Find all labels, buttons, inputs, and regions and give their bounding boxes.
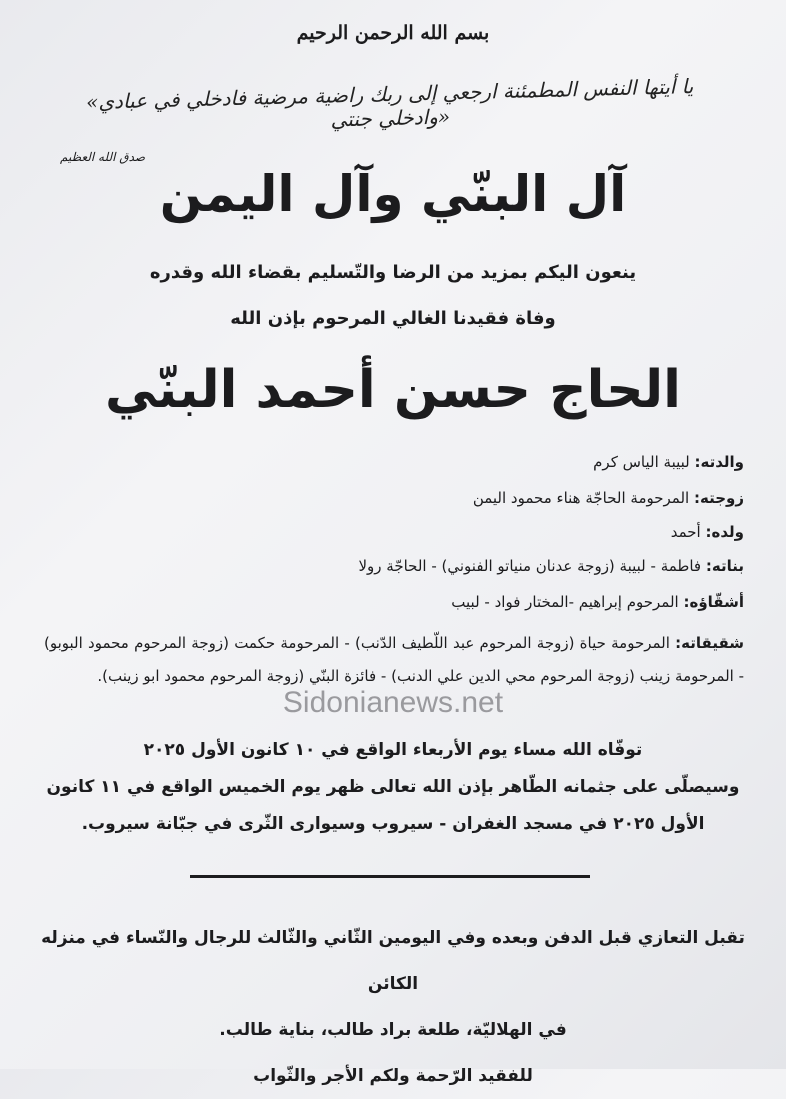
closing-phrase: للفقيد الرّحمة ولكم الأجر والثّواب	[253, 1066, 533, 1086]
condolences-section	[40, 915, 746, 1099]
mother-value: لبيبة الياس كرم	[593, 453, 690, 471]
relative-brothers	[44, 592, 744, 612]
death-date-line: توفّاه الله مساء يوم الأربعاء الواقع في ١٠ كانون الأول ٢٠٢٥	[143, 740, 643, 760]
daughters-value: فاطمة - لبيبة (زوجة عدنان منياتو الفنوني) - الحاجّة رولا	[358, 557, 702, 575]
announcement-line-2: وفاة فقيدنا الغالي المرحوم بإذن الله	[230, 308, 556, 329]
divider-line	[190, 875, 590, 878]
brothers-value: المرحوم إبراهيم -المختار فواد - لبيب	[451, 593, 679, 611]
relative-son	[44, 522, 744, 542]
sisters-value: المرحومة حياة (زوجة المرحوم عبد اللّطيف الدّنب) - المرحومة حكمت (زوجة المرحوم محمود البوبو) - المرحومة زينب (زوجة المرحوم محي الدين علي الدنب) - فائزة البنّي (زوجة المرحوم محمود ابو زينب).	[44, 634, 744, 685]
announcement-line-1: ينعون اليكم بمزيد من الرضا والتّسليم بقضاء الله وقدره	[149, 262, 637, 283]
deceased-name: الحاج حسن أحمد البنّي	[105, 360, 681, 420]
relative-mother	[44, 452, 744, 472]
condolences-line-2: في الهلاليّة، طلعة براد طالب، بناية طالب.	[219, 1020, 567, 1040]
verse-attribution: صدق الله العظيم	[60, 150, 146, 164]
funeral-prayer-line: وسيصلّى على جثمانه الطّاهر بإذن الله تعالى ظهر يوم الخميس الواقع في ١١ كانون الأول ٢٠٢٥ في مسجد الغفران - سيروب وسيوارى الثّرى في جبّانة سيروب.	[46, 777, 740, 834]
quran-verse: «يا أيتها النفس المطمئنة ارجعي إلى ربك راضية مرضية فادخلي في عبادي وادخلي جنتي»	[85, 74, 694, 132]
relative-wife	[44, 488, 744, 508]
sisters-label: شقيقاته:	[675, 634, 744, 652]
relative-sisters	[44, 627, 744, 693]
funeral-details	[40, 732, 746, 843]
wife-value: المرحومة الحاجّة هناء محمود اليمن	[472, 489, 690, 507]
daughters-label: بناته:	[705, 557, 744, 575]
mother-label: والدته:	[694, 453, 744, 471]
condolences-line-1: تقبل التعازي قبل الدفن وبعده وفي اليومين الثّاني والثّالث للرجال والنّساء في منزله الكائن	[41, 928, 745, 994]
son-label: ولده:	[705, 523, 744, 541]
son-value: أحمد	[670, 523, 701, 541]
brothers-label: أشقّاؤه:	[683, 593, 744, 611]
relative-daughters	[44, 556, 744, 576]
watermark-text: Sidonianews.net	[282, 686, 504, 719]
wife-label: زوجته:	[694, 489, 744, 507]
basmala-heading: بسم الله الرحمن الرحيم	[296, 22, 490, 44]
family-names: آل البنّي وآل اليمن	[159, 165, 627, 223]
